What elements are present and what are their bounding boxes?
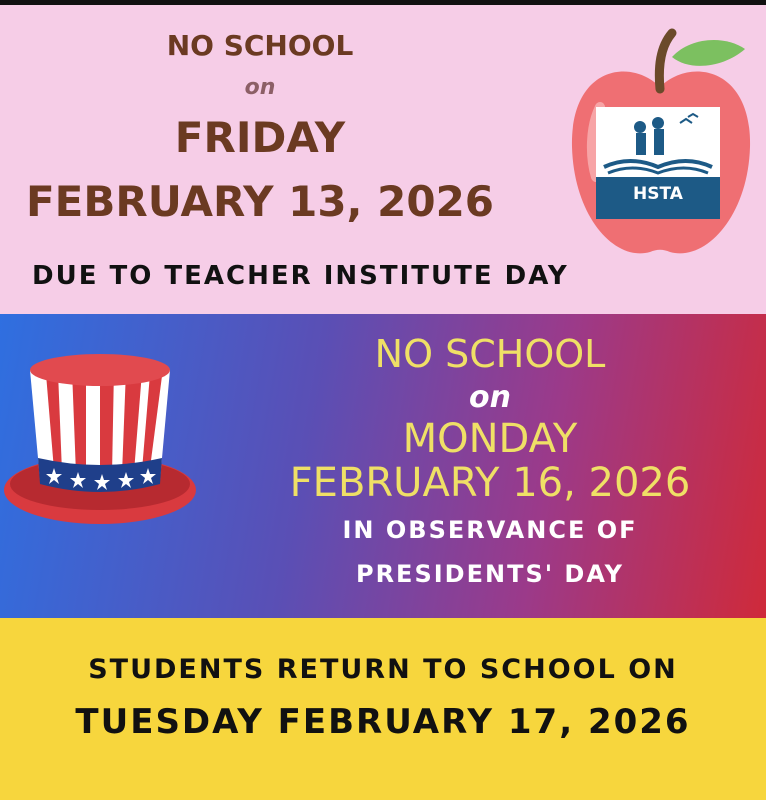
return-date-text: TUESDAY FEBRUARY 17, 2026 xyxy=(75,702,691,742)
reason-text: DUE TO TEACHER INSTITUTE DAY xyxy=(32,261,569,291)
apple-icon xyxy=(560,27,760,267)
on-text: on xyxy=(244,75,276,100)
on-text-2: on xyxy=(469,380,511,415)
hsta-logo-text: HSTA xyxy=(633,184,683,204)
return-notice-text: STUDENTS RETURN TO SCHOOL ON xyxy=(88,654,678,685)
date-heading: FEBRUARY 13, 2026 xyxy=(25,177,495,226)
teacher-institute-section xyxy=(0,5,766,314)
uncle-sam-hat-icon xyxy=(0,350,210,530)
holiday-name-text: PRESIDENTS' DAY xyxy=(355,560,625,588)
day-heading-2: MONDAY xyxy=(402,416,578,462)
date-heading-2: FEBRUARY 16, 2026 xyxy=(289,460,691,506)
return-to-school-section xyxy=(0,618,766,800)
no-school-heading-2: NO SCHOOL xyxy=(374,332,606,376)
day-heading: FRIDAY xyxy=(174,113,346,162)
no-school-heading: NO SCHOOL xyxy=(166,29,354,62)
observance-text: IN OBSERVANCE OF xyxy=(342,516,638,544)
